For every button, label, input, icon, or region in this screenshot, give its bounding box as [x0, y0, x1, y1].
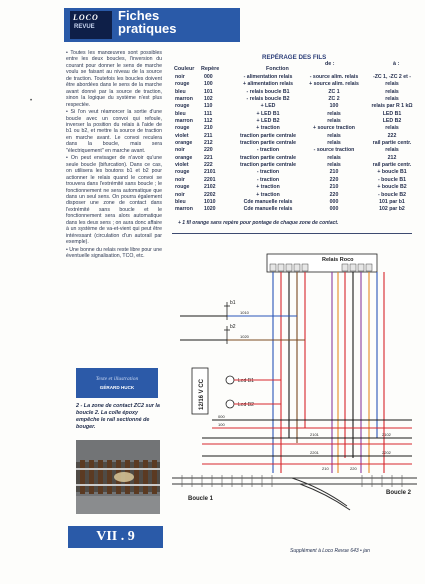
paragraph: • On peut envisager de n'avoir qu'une seule boucle (bifurcation). Dans ce cas, on utilisera les boutons b1 et b2 pour actionner le relais quand le convoi se trouvera dans l'extrémité sans boucle ; le fonctionnement ne sera automatique que dans un seul sens. On pourra également disposer une zone de contact dans l'extrémité sans boucle et le fonctionnement sera alors automatique dans les deux sens ; on aura donc affaire à un système de va-et-vient qui peut être intéressant (circulation d'un autorail par exemple).	[66, 155, 162, 246]
table-cell-fonction: traction partie centrale	[240, 154, 296, 161]
table-cell-a: 222	[387, 132, 397, 139]
table-cell-repere: 222	[204, 162, 213, 169]
table-cell-repere: 210	[204, 125, 213, 132]
table-cell-de: relais	[327, 140, 341, 147]
table-cell-de: - source alim. relais	[309, 74, 359, 80]
credit-box	[76, 368, 158, 398]
col-header-de: de :	[325, 61, 335, 67]
table-cell-de: 100	[329, 103, 339, 110]
table-cell-couleur: noir	[175, 147, 185, 154]
table-cell-fonction: - relais boucle B2	[246, 96, 290, 103]
table-cell-repere: 111	[204, 110, 213, 117]
table-cell-de: 210	[329, 169, 339, 176]
table-cell-de: - source traction	[313, 147, 355, 154]
table-cell-a: + boucle B1	[377, 169, 407, 176]
table-cell-repere: 1010	[204, 198, 216, 205]
table-title: REPÉRAGE DES FILS	[262, 54, 327, 61]
table-cell-a: relais	[385, 88, 399, 95]
col-repere	[204, 74, 216, 214]
table-cell-repere: 221	[204, 154, 213, 161]
led-b1	[226, 376, 234, 384]
button-b2-label: b2	[230, 324, 236, 330]
table-cell-fonction: Cde manuelle relais	[243, 206, 293, 213]
table-cell-repere: 112	[204, 118, 213, 125]
table-cell-couleur: violet	[175, 162, 189, 169]
table-cell-couleur: rouge	[175, 169, 190, 176]
table-cell-fonction: traction partie centrale	[240, 132, 296, 139]
loco-revue-logo	[70, 11, 112, 39]
table-cell-a: relais	[385, 147, 399, 154]
col-header-couleur: Couleur	[174, 66, 195, 72]
logo-line-2: REVUE	[74, 24, 95, 30]
led-b1-label: Led B1	[238, 378, 254, 384]
divider	[172, 233, 412, 234]
table-cell-couleur: noir	[175, 176, 185, 183]
credit-author: GÉRARD HUCK	[99, 385, 135, 390]
table-cell-couleur: bleu	[175, 88, 186, 95]
paragraph: • Toutes les manœuvres sont possibles entre les deux boucles, l'inversion du courant pour donner le sens de marche voulu se faisant au niveau de la source de traction. Toutefois les boucles doivent être abordées dans le sens de la marche avant donné par la source de traction, sinon la logique du système n'est plus respectée.	[66, 50, 162, 108]
credit-line-1: Texte et illustration	[95, 376, 139, 382]
power-supply-label: 12/16 V CC	[199, 378, 205, 410]
table-cell-repere: 2201	[204, 176, 216, 183]
table-cell-repere: 101	[204, 88, 213, 95]
table-cell-de: ZC 1	[328, 88, 340, 95]
table-cell-de: 220	[329, 176, 339, 183]
table-cell-couleur: rouge	[175, 103, 190, 110]
table-cell-de: 210	[329, 184, 339, 191]
wire-label: 2102	[382, 432, 391, 437]
table-cell-couleur: orange	[175, 154, 193, 161]
table-cell-a: rail partie centr.	[372, 140, 412, 147]
wire-label: 1010	[240, 310, 249, 315]
boucle-2-label: Boucle 2	[386, 490, 412, 496]
table-cell-fonction: - traction	[256, 176, 280, 183]
table-cell-repere: 2202	[204, 191, 216, 198]
boucle-1-label: Boucle 1	[188, 496, 214, 502]
col-a	[362, 74, 422, 214]
table-cell-a: LED B1	[382, 110, 402, 117]
col-couleur	[175, 74, 193, 214]
table-cell-fonction: + traction	[256, 184, 280, 191]
table-cell-repere: 212	[204, 140, 213, 147]
table-cell-a: - boucle B1	[378, 176, 406, 183]
table-cell-a: relais	[385, 125, 399, 132]
relay-label: Relais Roco	[322, 257, 354, 263]
table-cell-a: 102 par b2	[379, 206, 405, 213]
table-cell-de: relais	[327, 132, 341, 139]
col-header-a: à :	[393, 61, 400, 67]
margin-mark: •	[30, 98, 33, 104]
table-cell-de: 220	[329, 191, 339, 198]
table-cell-de: relais	[327, 110, 341, 117]
led-b2	[226, 400, 234, 408]
title-line-1: Fiches	[118, 8, 160, 23]
table-cell-couleur: marron	[175, 118, 193, 125]
paragraph: • Si l'on veut réamorcer la sortie d'une boucle avec un convoi qui refoule, inverser la position du relais à l'aide de b1 ou b2, et mettre la source de traction en marche avant. Le convoi reculera dans la boucle, mais sera "électriquement" en marche avant.	[66, 109, 162, 154]
table-cell-fonction: + traction	[256, 191, 280, 198]
col-de	[302, 74, 366, 214]
wire-label: 100	[218, 422, 225, 427]
table-cell-fonction: - traction	[256, 169, 280, 176]
table-cell-a: -ZC 1, -ZC 2 et -	[372, 74, 412, 80]
table-cell-de: 000	[329, 198, 339, 205]
table-cell-a: relais par R 1 kΩ	[371, 103, 413, 110]
wire-label: 1020	[240, 334, 249, 339]
wire-label: 2201	[310, 450, 319, 455]
button-b1-label: b1	[230, 300, 236, 306]
table-cell-a: 101 par b1	[379, 198, 405, 205]
table-cell-couleur: bleu	[175, 110, 186, 117]
footer-text: Supplément à Loco Revue 643 • jan	[290, 548, 370, 554]
table-cell-repere: 100	[204, 81, 213, 88]
table-cell-repere: 000	[204, 74, 213, 80]
col-header-repere: Repère	[201, 66, 220, 72]
wire-label: 000	[218, 414, 225, 419]
table-note: + 1 fil orange sans repère pour pontage de chaque zone de contact.	[178, 220, 339, 226]
table-cell-repere: 2102	[204, 184, 216, 191]
table-cell-fonction: + LED B2	[256, 118, 280, 125]
table-cell-fonction: traction partie centrale	[240, 140, 296, 147]
table-cell-a: + boucle B2	[377, 184, 407, 191]
logo-line-1: LOCO	[73, 13, 99, 22]
wire-label: 2101	[310, 432, 319, 437]
col-header-fonction: Fonction	[266, 66, 289, 72]
table-cell-repere: 211	[204, 132, 213, 139]
table-cell-a: 212	[387, 154, 397, 161]
table-cell-de: 000	[329, 206, 339, 213]
title-line-2: pratiques	[118, 21, 177, 36]
table-cell-fonction: - traction	[256, 147, 280, 154]
table-cell-couleur: noir	[175, 74, 185, 80]
table-cell-de: relais	[327, 118, 341, 125]
table-cell-de: ZC 2	[328, 96, 340, 103]
table-cell-a: - boucle B2	[378, 191, 406, 198]
table-cell-couleur: marron	[175, 206, 193, 213]
table-cell-fonction: - relais boucle B1	[246, 88, 290, 95]
article-text	[66, 50, 162, 261]
page-number: VII . 9	[68, 526, 163, 548]
table-cell-fonction: traction partie centrale	[240, 162, 296, 169]
table-cell-couleur: rouge	[175, 125, 190, 132]
table-cell-a: rail partie centr.	[372, 162, 412, 169]
col-fonction	[233, 74, 303, 214]
table-cell-fonction: + LED	[260, 103, 276, 110]
table-cell-de: relais	[327, 162, 341, 169]
wire-label: 210	[322, 466, 329, 471]
table-cell-a: LED B2	[382, 118, 402, 125]
table-cell-couleur: rouge	[175, 81, 190, 88]
table-cell-a: relais	[385, 81, 399, 88]
wiring-diagram	[172, 238, 417, 518]
table-cell-fonction: + LED B1	[256, 110, 280, 117]
table-cell-couleur: rouge	[175, 184, 190, 191]
table-cell-repere: 110	[204, 103, 213, 110]
table-cell-couleur: orange	[175, 140, 193, 147]
table-cell-fonction: + traction	[256, 125, 280, 132]
track-photo	[76, 440, 160, 514]
table-cell-repere: 102	[204, 96, 213, 103]
table-cell-fonction: Cde manuelle relais	[243, 198, 293, 205]
wire-label: 220	[350, 466, 357, 471]
table-cell-de: + source traction	[313, 125, 355, 132]
table-cell-couleur: bleu	[175, 198, 186, 205]
wire-label: 2202	[382, 450, 391, 455]
table-cell-couleur: noir	[175, 191, 185, 198]
table-cell-a: relais	[385, 96, 399, 103]
table-cell-de: + source alim. relais	[309, 81, 359, 88]
table-cell-de: relais	[327, 154, 341, 161]
led-b2-label: Led B2	[238, 402, 254, 408]
table-cell-repere: 220	[204, 147, 213, 154]
table-cell-couleur: violet	[175, 132, 189, 139]
photo-caption: 2 - La zone de contact ZC2 sur la boucle 2. La colle époxy empêche le rail sectionné de bouger.	[76, 403, 160, 430]
page-title	[118, 9, 177, 35]
table-cell-repere: 1020	[204, 206, 216, 213]
table-cell-fonction: - alimentation relais	[243, 74, 293, 80]
table-cell-repere: 2101	[204, 169, 216, 176]
table-cell-couleur: marron	[175, 96, 193, 103]
table-cell-fonction: + alimentation relais	[242, 81, 294, 88]
paragraph: • Une bonne du relais reste libre pour une éventuelle signalisation, TCO, etc.	[66, 246, 162, 260]
